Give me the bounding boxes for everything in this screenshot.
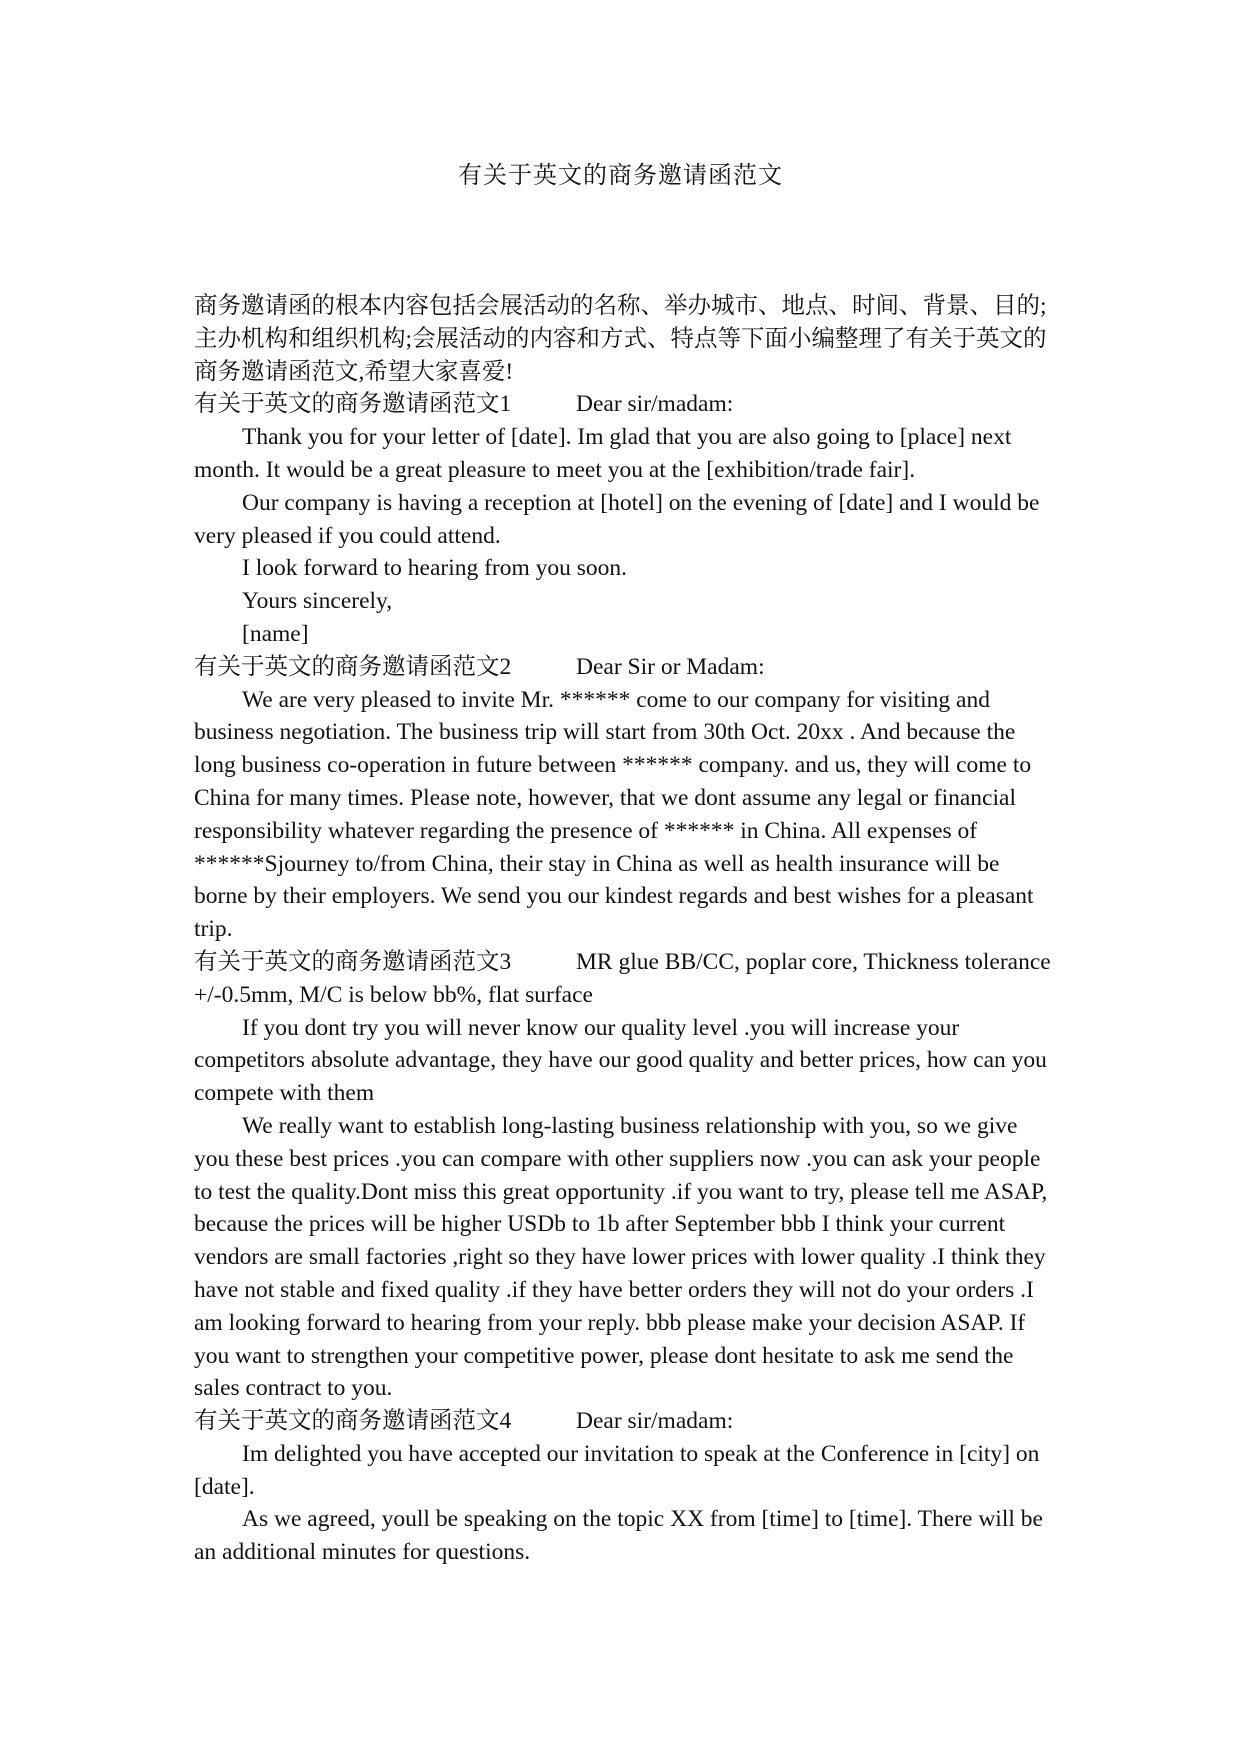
section-heading — [194, 388, 1054, 421]
section-lead: Dear sir/madam: — [576, 391, 734, 418]
closing-line: Yours sincerely, — [242, 588, 393, 615]
section-label: 有关于英文的商务邀请函范文3 — [194, 948, 512, 975]
body-paragraph: Im delighted you have accepted our invitation to speak at the Conference in [city] on [date]. — [194, 1440, 1040, 1500]
body-paragraph: If you dont try you will never know our quality level .you will increase your competitors absolute advantage, they have our good quality and better prices, how can you compete with them — [194, 1014, 1047, 1107]
body-paragraph: Our company is having a reception at [hotel] on the evening of [date] and I would be very pleased if you could attend. — [194, 489, 1040, 549]
section-heading — [194, 946, 1054, 1012]
section-lead: MR glue BB/CC, poplar core, Thickness tolerance +/-0.5mm, M/C is below bb%, flat surface — [194, 948, 1051, 1008]
intro-paragraph: 商务邀请函的根本内容包括会展活动的名称、举办城市、地点、时间、背景、目的;主办机构和组织机构;会展活动的内容和方式、特点等下面小编整理了有关于英文的商务邀请函范文,希望大家喜爱! — [194, 293, 1047, 385]
section-lead: Dear sir/madam: — [576, 1408, 734, 1435]
body-paragraph: I look forward to hearing from you soon. — [242, 555, 628, 582]
body-paragraph: We really want to establish long-lasting business relationship with you, so we give you these best prices .you can compare with other suppliers now .you can ask your people to test the quality.Dont miss this great opportunity .if you want to try, please tell me ASAP, because the prices will be higher USDb to 1b after September bbb I think your current vendors are small factories ,right so they have lower prices with lower quality .I think they have not stable and fixed quality .if they have better orders they will not do your orders .I am looking forward to hearing from your reply. bbb please make your decision ASAP. If you want to strengthen your competitive power, please dont hesitate to ask me send the sales contract to you. — [194, 1112, 1048, 1402]
section-heading — [194, 1405, 1054, 1438]
body-paragraph: We are very pleased to invite Mr. ****** come to our company for visiting and business negotiation. The business trip will start from 30th Oct. 20xx . And because the long business co-operation in future between ****** company. and us, they will come to China for many times. Please note, however, that we dont assume any legal or financial responsibility whatever regarding the presence of ****** in China. All expenses of ******Sjourney to/from China, their stay in China as well as health insurance will be borne by their employers. We send you our kindest regards and best wishes for a pleasant trip. — [194, 686, 1034, 943]
signature-line: [name] — [242, 620, 309, 647]
document-title: 有关于英文的商务邀请函范文 — [458, 163, 783, 189]
section-label: 有关于英文的商务邀请函范文1 — [194, 391, 512, 418]
section-label: 有关于英文的商务邀请函范文2 — [194, 653, 512, 680]
section-label: 有关于英文的商务邀请函范文4 — [194, 1408, 512, 1435]
document-body — [194, 290, 1054, 1569]
body-paragraph: As we agreed, youll be speaking on the topic XX from [time] to [time]. There will be an additional minutes for questions. — [194, 1506, 1043, 1566]
section-heading — [194, 651, 1054, 684]
section-lead: Dear Sir or Madam: — [576, 653, 765, 680]
body-paragraph: Thank you for your letter of [date]. Im glad that you are also going to [place] next month. It would be a great pleasure to meet you at the [exhibition/trade fair]. — [194, 424, 1012, 483]
